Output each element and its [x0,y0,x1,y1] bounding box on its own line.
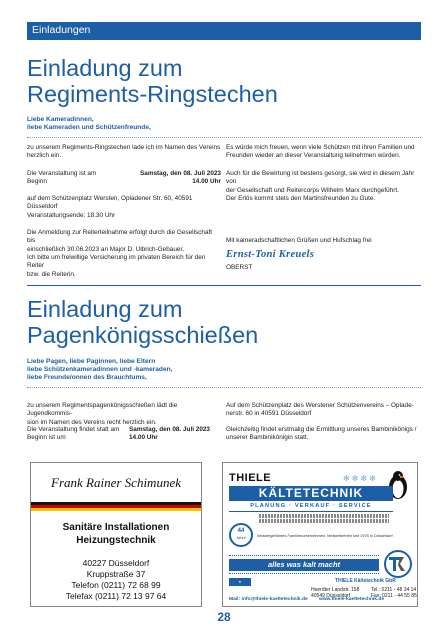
ad-thiele-tagline-bar: alles was kalt macht [229,559,379,571]
ad-thiele-brand: THIELE [229,472,272,484]
ad-thiele-notice: Inhabergeführtes Familienunternehmen, Meisterbetrieb seit 1975 in Düsseldorf [257,533,393,538]
ad-thiele-mail-link[interactable]: Mail: info@thiele-kaeltetechnik.de [229,597,308,602]
ad-thiele-subline: PLANUNG · VERKAUF · SERVICE [250,503,372,509]
article1-right-p2: Auch für die Bewirtung ist bestens gesorgt, sie wird in diesem Jahr von der Gesellschaft und Reitercorps Wilhelm Marx durchgeführt. [226,170,415,194]
ad-schimunek-service1: Sanitäre Installationen [62,522,170,533]
section-rule [27,285,421,286]
section-tag-label: Einladungen [32,24,91,36]
article1-role: OBERST [226,264,253,271]
ad-thiele-contact: Tel.: 0211 - 48 34 14 Fax: 0211 - 44 55 85 [371,587,417,600]
article2-greeting: Liebe Pagen, liebe Paginnen, liebe Eltern liebe Schützenkameradinnen und -kameraden, liebe Freunde/onnen des Brauchtums, [27,358,173,382]
ad-schimunek-address: 40227 Düsseldorf Kruppstraße 37 Telefon (0211) 72 68 99 Telefax (0211) 72 13 97 64 [65,558,167,601]
article1-title-line1: Einladung zum [27,55,183,81]
article1-title-line2: Regiments-Ringstechen [27,81,278,107]
ad-thiele-headline-bar: KÄLTETECHNIK [229,486,393,501]
flag-stripe-gold [31,508,201,511]
article2-title-line2: Pagenkönigsschießen [27,322,259,348]
ad-schimunek-service2: Heizungstechnik [76,535,156,546]
article2-left-when: Die Veranstaltung findet statt am Samstag, den 08. Juli 2023 Beginn ist um 14.00 Uhr [27,426,210,442]
article1-right-p1: Es würde mich freuen, wenn viele Schützen mit ihren Familien und Freunden wieder an dieser Veranstaltung teilnehmen würden. [226,144,415,160]
partner-logo-icon: ★ [229,578,251,586]
snowflake-icon: ✻✻✻✻ [343,474,378,483]
ad-thiele-fineprint [259,514,389,523]
ad-thiele-company: THIELE Kältetechnik GbR [335,578,396,584]
article1-divider [27,137,421,138]
ad-thiele-address: Heerdter Landstr. 158 40549 Düsseldorf [311,587,360,600]
ad-thiele-rule [229,511,393,512]
dots-line [229,555,379,557]
ad-thiele-web-link[interactable]: www.thiele-kaeltetechnik.de [319,597,385,602]
ad-schimunek [30,462,202,607]
article2-title-line1: Einladung zum [27,296,183,322]
article2-left-intro: zu unserem Regimentspagenkönigsschießen lädt die Jugendkommis- sion im Namen des Vereins recht herzlich ein. [27,402,178,426]
tk-logo-icon [383,549,413,579]
anniversary-badge-icon: 44 Jahre [229,523,253,547]
article1-left-intro: zu unserem Regiments-Ringstechen lade ich im Namen des Vereins herzlich ein. [27,144,221,160]
article1-signature: Ernst-Toni Kreuels [226,249,315,260]
article2-divider [27,387,421,388]
article1-left-when: Die Veranstaltung ist am Samstag, den 08. Juli 2023 Beginn 14.00 Uhr [27,170,221,186]
article1-left-registration: Die Anmeldung zur Reiterteilnahme erfolgt durch die Gesellschaft bis einschließlich 30.06.2023 an Major D. Ulbrich-Gebauer. [27,229,213,253]
article1-right-p3: Der Erlös kommt stets den Martinsfreunden zu Gute. [226,195,376,202]
article2-right-p1: Auf dem Schützenplatz des Werstener Schützenvereins – Oplade- nerstr. 60 in 40591 Düsseldorf [226,402,414,418]
article1-left-end: Veranstaltungsende: 18.30 Uhr [27,212,116,219]
article1-left-insurance: Ich bitte um freiwillige Versicherung im privaten Bereich für den Reiter bzw. die Reiterin. [27,254,206,278]
section-tag [27,22,421,40]
ad-schimunek-name: Frank Rainer Schimunek [51,475,181,490]
dots-line [229,573,379,575]
page-number: 28 [217,610,231,624]
article2-right-p2: Gleichzeitig findet erstmalig die Ermittlung unseres Bambinikönigs / unserer Bambinikönigin statt. [226,426,417,442]
article1-greeting: Liebe Kameradinnen, liebe Kameraden und Schützenfreunde, [27,116,151,132]
ad-thiele [222,462,418,607]
ad-thiele-mail-row [229,597,413,602]
article1-left-place: auf dem Schützenplatz Wersten, Opladener Str. 60, 40591 Düsseldorf [27,195,193,211]
article1-right-closing: Mit kameradschaftlichen Grüßen und Hufschlag frei [226,237,372,244]
